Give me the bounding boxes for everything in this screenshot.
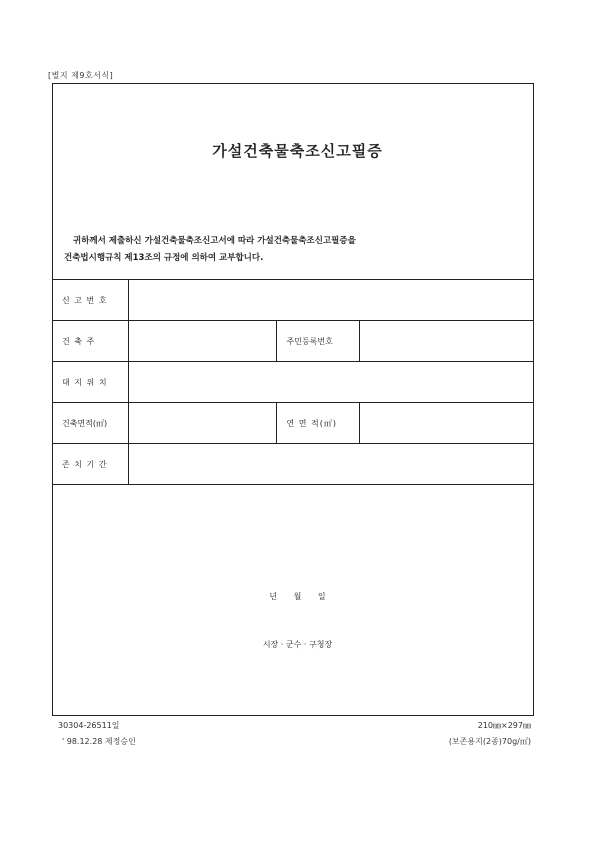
resident-number-field[interactable] xyxy=(359,321,534,362)
building-area-label: 건축면적(㎡) xyxy=(52,403,128,444)
form-code: 30304-26511일 xyxy=(58,721,120,730)
installation-period-label: 존 치 기 간 xyxy=(52,444,128,485)
issuer-title: 시장 · 군수 · 구청장 xyxy=(262,640,333,649)
paper-size: 210㎜×297㎜ xyxy=(477,721,531,730)
certificate-info-table xyxy=(52,279,534,485)
report-number-field[interactable] xyxy=(128,280,534,321)
issue-date-line: 년 월 일 xyxy=(269,592,326,601)
form-number-label: [별지 제9호서식] xyxy=(48,71,114,80)
site-location-field[interactable] xyxy=(128,362,534,403)
owner-label: 건 축 주 xyxy=(52,321,128,362)
total-floor-area-label: 연 면 적(㎡) xyxy=(276,403,359,444)
table-row xyxy=(52,280,534,321)
body-text-line-1: 귀하께서 제출하신 가설건축물축조신고서에 따라 가설건축물축조신고필증을 xyxy=(73,236,356,246)
site-location-label: 대 지 위 치 xyxy=(52,362,128,403)
document-title: 가설건축물축조신고필증 xyxy=(212,142,383,160)
owner-field[interactable] xyxy=(128,321,276,362)
installation-period-field[interactable] xyxy=(128,444,534,485)
table-row xyxy=(52,321,534,362)
report-number-label: 신 고 번 호 xyxy=(52,280,128,321)
table-row xyxy=(52,362,534,403)
total-floor-area-field[interactable] xyxy=(359,403,534,444)
approval-note: ' 98.12.28 제정승인 xyxy=(62,737,136,746)
building-area-field[interactable] xyxy=(128,403,276,444)
resident-number-label: 주민등록번호 xyxy=(276,321,359,362)
table-row xyxy=(52,444,534,485)
body-text-line-2: 건축법시행규칙 제13조의 규정에 의하여 교부합니다. xyxy=(64,253,264,263)
paper-spec: (보존용지(2종)70g/㎡) xyxy=(448,737,531,746)
table-row xyxy=(52,403,534,444)
